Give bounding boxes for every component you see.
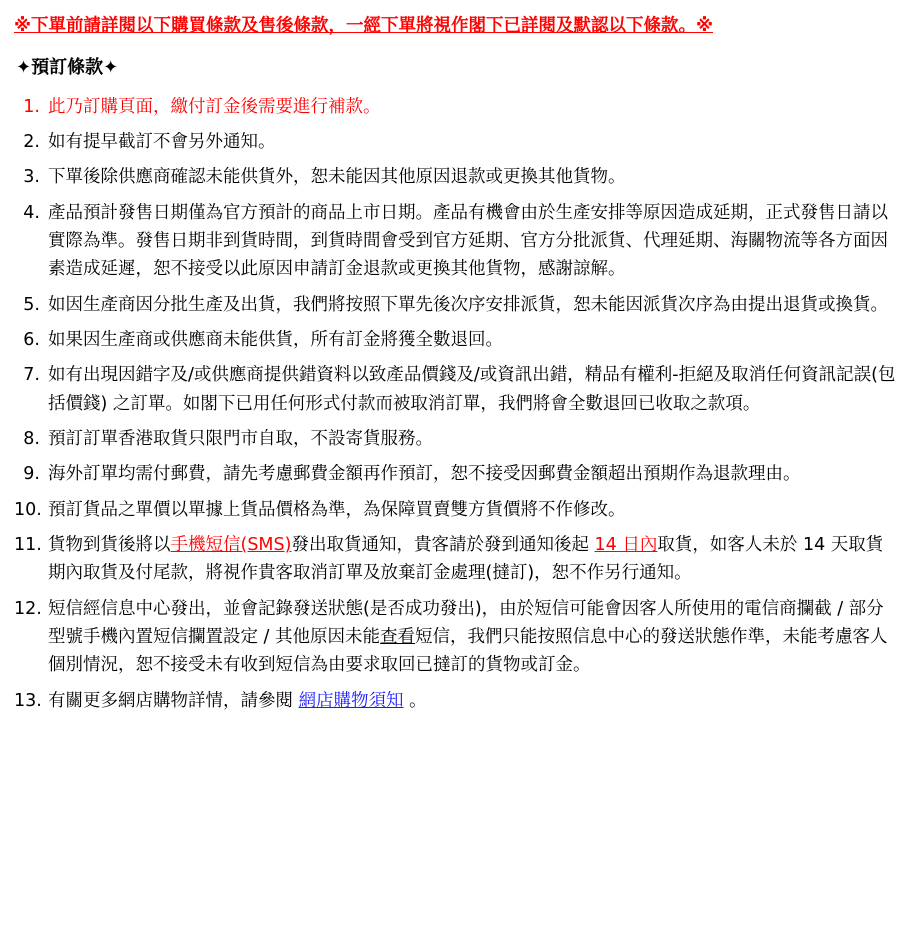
terms-list xyxy=(14,93,899,716)
term-text: 預訂貨品之單價以單據上貨品價格為準，為保障買賣雙方貨價將不作修改。 xyxy=(48,499,626,520)
term-text: 短信，我們只能按照信息中心的發送狀態作準，未能考慮客人個別情況，恕不接受未有收到短信為由要求取回已撻訂的貨物或訂金。 xyxy=(48,627,888,676)
emphasis-text: 手機短信(SMS) xyxy=(170,534,292,555)
term-item xyxy=(14,326,899,354)
term-text: 短信經信息中心發出，並會記錄發送狀態(是否成功發出)，由於短信可能會因客人所使用的電信商攔截 / 部分型號手機內置短信攔置設定 / 其他原因未能 xyxy=(48,598,884,647)
term-text: 如果因生產商或供應商未能供貨，所有訂金將獲全數退回。 xyxy=(48,329,503,350)
term-item xyxy=(14,460,899,488)
term-text: 海外訂單均需付郵費，請先考慮郵費金額再作預訂，恕不接受因郵費金額超出預期作為退款理由。 xyxy=(48,464,801,485)
term-item xyxy=(14,93,899,121)
term-item xyxy=(14,128,899,156)
term-item xyxy=(14,595,899,680)
term-text: 如因生產商因分批生產及出貨，我們將按照下單先後次序安排派貨，恕未能因派貨次序為由提出退貨或換貨。 xyxy=(48,294,888,315)
term-item xyxy=(14,163,899,191)
emphasis-text: 查看 xyxy=(380,627,416,647)
term-item xyxy=(14,291,899,319)
term-text: 預訂訂單香港取貨只限門市自取，不設寄貨服務。 xyxy=(48,428,433,449)
term-text: 如有出現因錯字及/或供應商提供錯資料以致產品價錢及/或資訊出錯，精品有權利-拒絕及取消任何資訊記誤(包括價錢) 之訂單。如閣下已用任何形式付款而被取消訂單，我們將會全數退回已收取之款項。 xyxy=(48,365,896,414)
term-item xyxy=(14,361,899,418)
term-text: 取貨，如客人未於 14 天取貨期內取貨及付尾款，將視作貴客取消訂單及放棄訂金處理(撻訂)，恕不作另行通知。 xyxy=(48,534,884,584)
term-item xyxy=(14,496,899,524)
term-text: 此乃訂購頁面，繳付訂金後需要進行補款。 xyxy=(48,96,381,117)
term-text: 下單後除供應商確認未能供貨外，恕未能因其他原因退款或更換其他貨物。 xyxy=(48,167,626,188)
term-text: 。 xyxy=(403,690,427,711)
term-text: 如有提早截訂不會另外通知。 xyxy=(48,131,276,152)
term-item xyxy=(14,687,899,715)
term-text: 產品預計發售日期僅為官方預計的商品上市日期。產品有機會由於生產安排等原因造成延期，正式發售日請以實際為準。發售日期非到貨時間，到貨時間會受到官方延期、官方分批派貨、代理延期、海關物流等各方面因素造成延遲，恕不接受以此原因申請訂金退款或更換其他貨物，感謝諒解。 xyxy=(48,202,888,280)
term-item xyxy=(14,531,899,588)
term-item xyxy=(14,425,899,453)
term-text: 發出取貨通知，貴客請於發到通知後起 xyxy=(291,534,595,555)
page-headline: ※下單前請詳閱以下購買條款及售後條款，一經下單將視作閣下已詳閱及默認以下條款。※ xyxy=(14,16,714,36)
section-title-preorder-terms: ✦預訂條款✦ xyxy=(16,56,119,78)
emphasis-text: 14 日內 xyxy=(594,534,658,555)
term-item xyxy=(14,199,899,284)
shop-guide-link[interactable]: 網店購物須知 xyxy=(298,690,404,711)
term-text: 貨物到貨後將以 xyxy=(48,534,171,555)
term-text: 有關更多網店購物詳情，請參閱 xyxy=(48,690,299,711)
